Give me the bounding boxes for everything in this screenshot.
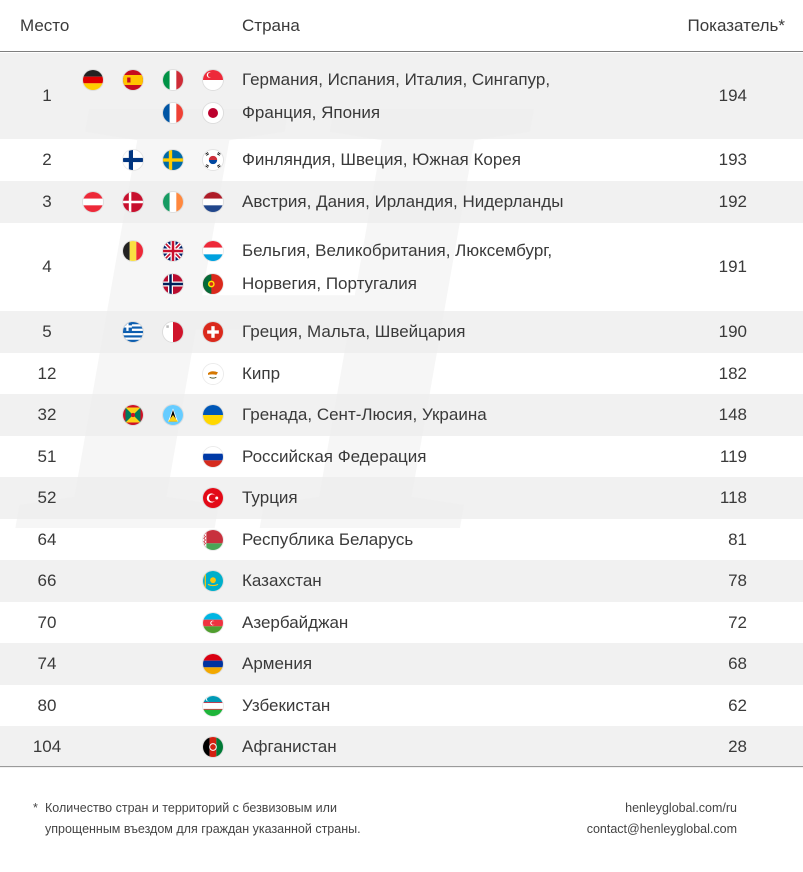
- flag-mt-icon: [162, 321, 184, 343]
- country-names-line: Казахстан: [242, 571, 322, 590]
- row-countries: [242, 394, 602, 436]
- row-score: 118: [719, 488, 747, 507]
- country-names-line: Бельгия, Великобритания, Люксембург,: [242, 240, 553, 260]
- flag-fr-icon: [162, 102, 184, 124]
- footnote-line-2: упрощенным въездом для граждан указанной страны.: [45, 822, 361, 836]
- table-row: [0, 53, 803, 139]
- row-countries: [242, 223, 602, 311]
- row-score: 191: [718, 257, 747, 276]
- row-score: 194: [718, 86, 747, 105]
- column-header-score: Показатель*: [687, 16, 785, 35]
- row-place: 64: [37, 529, 57, 549]
- flag-no-icon: [162, 273, 184, 295]
- flag-lc-icon: [162, 404, 184, 426]
- flag-lu-icon: [202, 240, 224, 262]
- table-row: [0, 560, 803, 602]
- row-score: 190: [718, 322, 747, 341]
- flag-ie-icon: [162, 191, 184, 213]
- footnote-line-1: Количество стран и территорий с безвизовым или: [45, 801, 337, 815]
- row-place: 70: [37, 612, 57, 632]
- country-names-line: Германия, Испания, Италия, Сингапур,: [242, 69, 551, 89]
- row-countries: [242, 519, 602, 560]
- flag-cy-icon: [202, 363, 224, 385]
- flag-gd-icon: [122, 404, 144, 426]
- row-score: 193: [718, 150, 747, 169]
- flag-gb-icon: [162, 240, 184, 262]
- flag-se-icon: [162, 149, 184, 171]
- table-row: [0, 602, 803, 643]
- row-place: 66: [37, 571, 57, 590]
- flag-uz-icon: [202, 695, 224, 717]
- row-countries: [242, 311, 602, 353]
- row-place: 12: [37, 363, 57, 383]
- table-row: [0, 643, 803, 685]
- country-names-line: Армения: [242, 654, 313, 673]
- row-countries: [242, 685, 602, 726]
- row-place: 52: [37, 488, 57, 507]
- country-names-line: Азербайджан: [242, 612, 349, 632]
- row-place: 74: [37, 654, 57, 673]
- country-names-line: Гренада, Сент-Люсия, Украина: [242, 405, 487, 424]
- row-countries: [242, 181, 602, 223]
- row-score: 28: [728, 737, 747, 756]
- row-place: 2: [42, 150, 52, 169]
- flag-gr-icon: [122, 321, 144, 343]
- flag-kz-icon: [202, 570, 224, 592]
- flag-kr-icon: [202, 149, 224, 171]
- row-score: 68: [728, 654, 747, 673]
- table-row: [0, 311, 803, 353]
- row-score: 62: [728, 695, 747, 715]
- country-names-line: Кипр: [242, 363, 281, 383]
- table-row: [0, 477, 803, 519]
- column-header-place: Место: [20, 16, 70, 35]
- table-row: [0, 353, 803, 394]
- table-row: [0, 139, 803, 181]
- row-countries: [242, 353, 602, 394]
- table-row: [0, 223, 803, 311]
- country-names-line: Узбекистан: [242, 695, 331, 715]
- flag-am-icon: [202, 653, 224, 675]
- flag-az-icon: [202, 612, 224, 634]
- country-names-line: Афганистан: [242, 737, 337, 756]
- flag-de-icon: [82, 69, 104, 91]
- row-place: 104: [32, 737, 62, 756]
- flag-be-icon: [122, 240, 144, 262]
- flag-ch-icon: [202, 321, 224, 343]
- flag-ru-icon: [202, 446, 224, 468]
- row-place: 1: [42, 86, 52, 105]
- row-countries: [242, 139, 602, 181]
- flag-pt-icon: [202, 273, 224, 295]
- table-row: [0, 726, 803, 768]
- table-row: [0, 436, 803, 477]
- row-countries: [242, 602, 602, 643]
- flag-by-icon: [202, 529, 224, 551]
- country-names-line: Норвегия, Португалия: [242, 273, 417, 293]
- row-place: 4: [42, 257, 52, 276]
- table-bottom-divider: [0, 766, 803, 767]
- website-link[interactable]: henleyglobal.com/ru: [625, 801, 737, 815]
- country-names-line: Финляндия, Швеция, Южная Корея: [242, 150, 521, 169]
- country-names-line: Австрия, Дания, Ирландия, Нидерланды: [242, 192, 564, 211]
- column-header-country: Страна: [242, 16, 300, 35]
- flag-jp-icon: [202, 102, 224, 124]
- flag-dk-icon: [122, 191, 144, 213]
- row-place: 80: [37, 695, 57, 715]
- table-row: [0, 519, 803, 560]
- table-row: [0, 394, 803, 436]
- flag-af-icon: [202, 736, 224, 758]
- country-names-line: Турция: [242, 488, 298, 507]
- table-row: [0, 181, 803, 223]
- flag-nl-icon: [202, 191, 224, 213]
- country-names-line: Греция, Мальта, Швейцария: [242, 322, 466, 341]
- row-place: 5: [42, 322, 52, 341]
- flag-ua-icon: [202, 404, 224, 426]
- flag-tr-icon: [202, 487, 224, 509]
- flag-at-icon: [82, 191, 104, 213]
- row-place: 32: [37, 405, 57, 424]
- table-row: [0, 685, 803, 726]
- flag-sg-icon: [202, 69, 224, 91]
- ranking-table: [0, 53, 803, 768]
- row-countries: [242, 643, 602, 685]
- row-score: 182: [718, 363, 747, 383]
- table-header: [0, 0, 803, 52]
- row-score: 72: [728, 612, 747, 632]
- row-countries: [242, 560, 602, 602]
- footnote-marker: *: [33, 801, 38, 815]
- row-place: 3: [42, 192, 52, 211]
- country-names-line: Республика Беларусь: [242, 529, 414, 549]
- flag-fi-icon: [122, 149, 144, 171]
- country-names-line: Франция, Япония: [242, 102, 381, 122]
- country-names-line: Российская Федерация: [242, 446, 427, 466]
- row-countries: [242, 53, 602, 139]
- row-score: 119: [719, 446, 747, 466]
- contacts: [587, 798, 737, 840]
- row-countries: [242, 477, 602, 519]
- email-link[interactable]: contact@henleyglobal.com: [586, 822, 737, 836]
- row-countries: [242, 726, 602, 768]
- flag-es-icon: [122, 69, 144, 91]
- row-countries: [242, 436, 602, 477]
- flag-it-icon: [162, 69, 184, 91]
- row-score: 192: [718, 192, 747, 211]
- row-score: 148: [718, 405, 747, 424]
- row-score: 78: [728, 571, 747, 590]
- row-score: 81: [728, 529, 747, 549]
- row-place: 51: [37, 446, 57, 466]
